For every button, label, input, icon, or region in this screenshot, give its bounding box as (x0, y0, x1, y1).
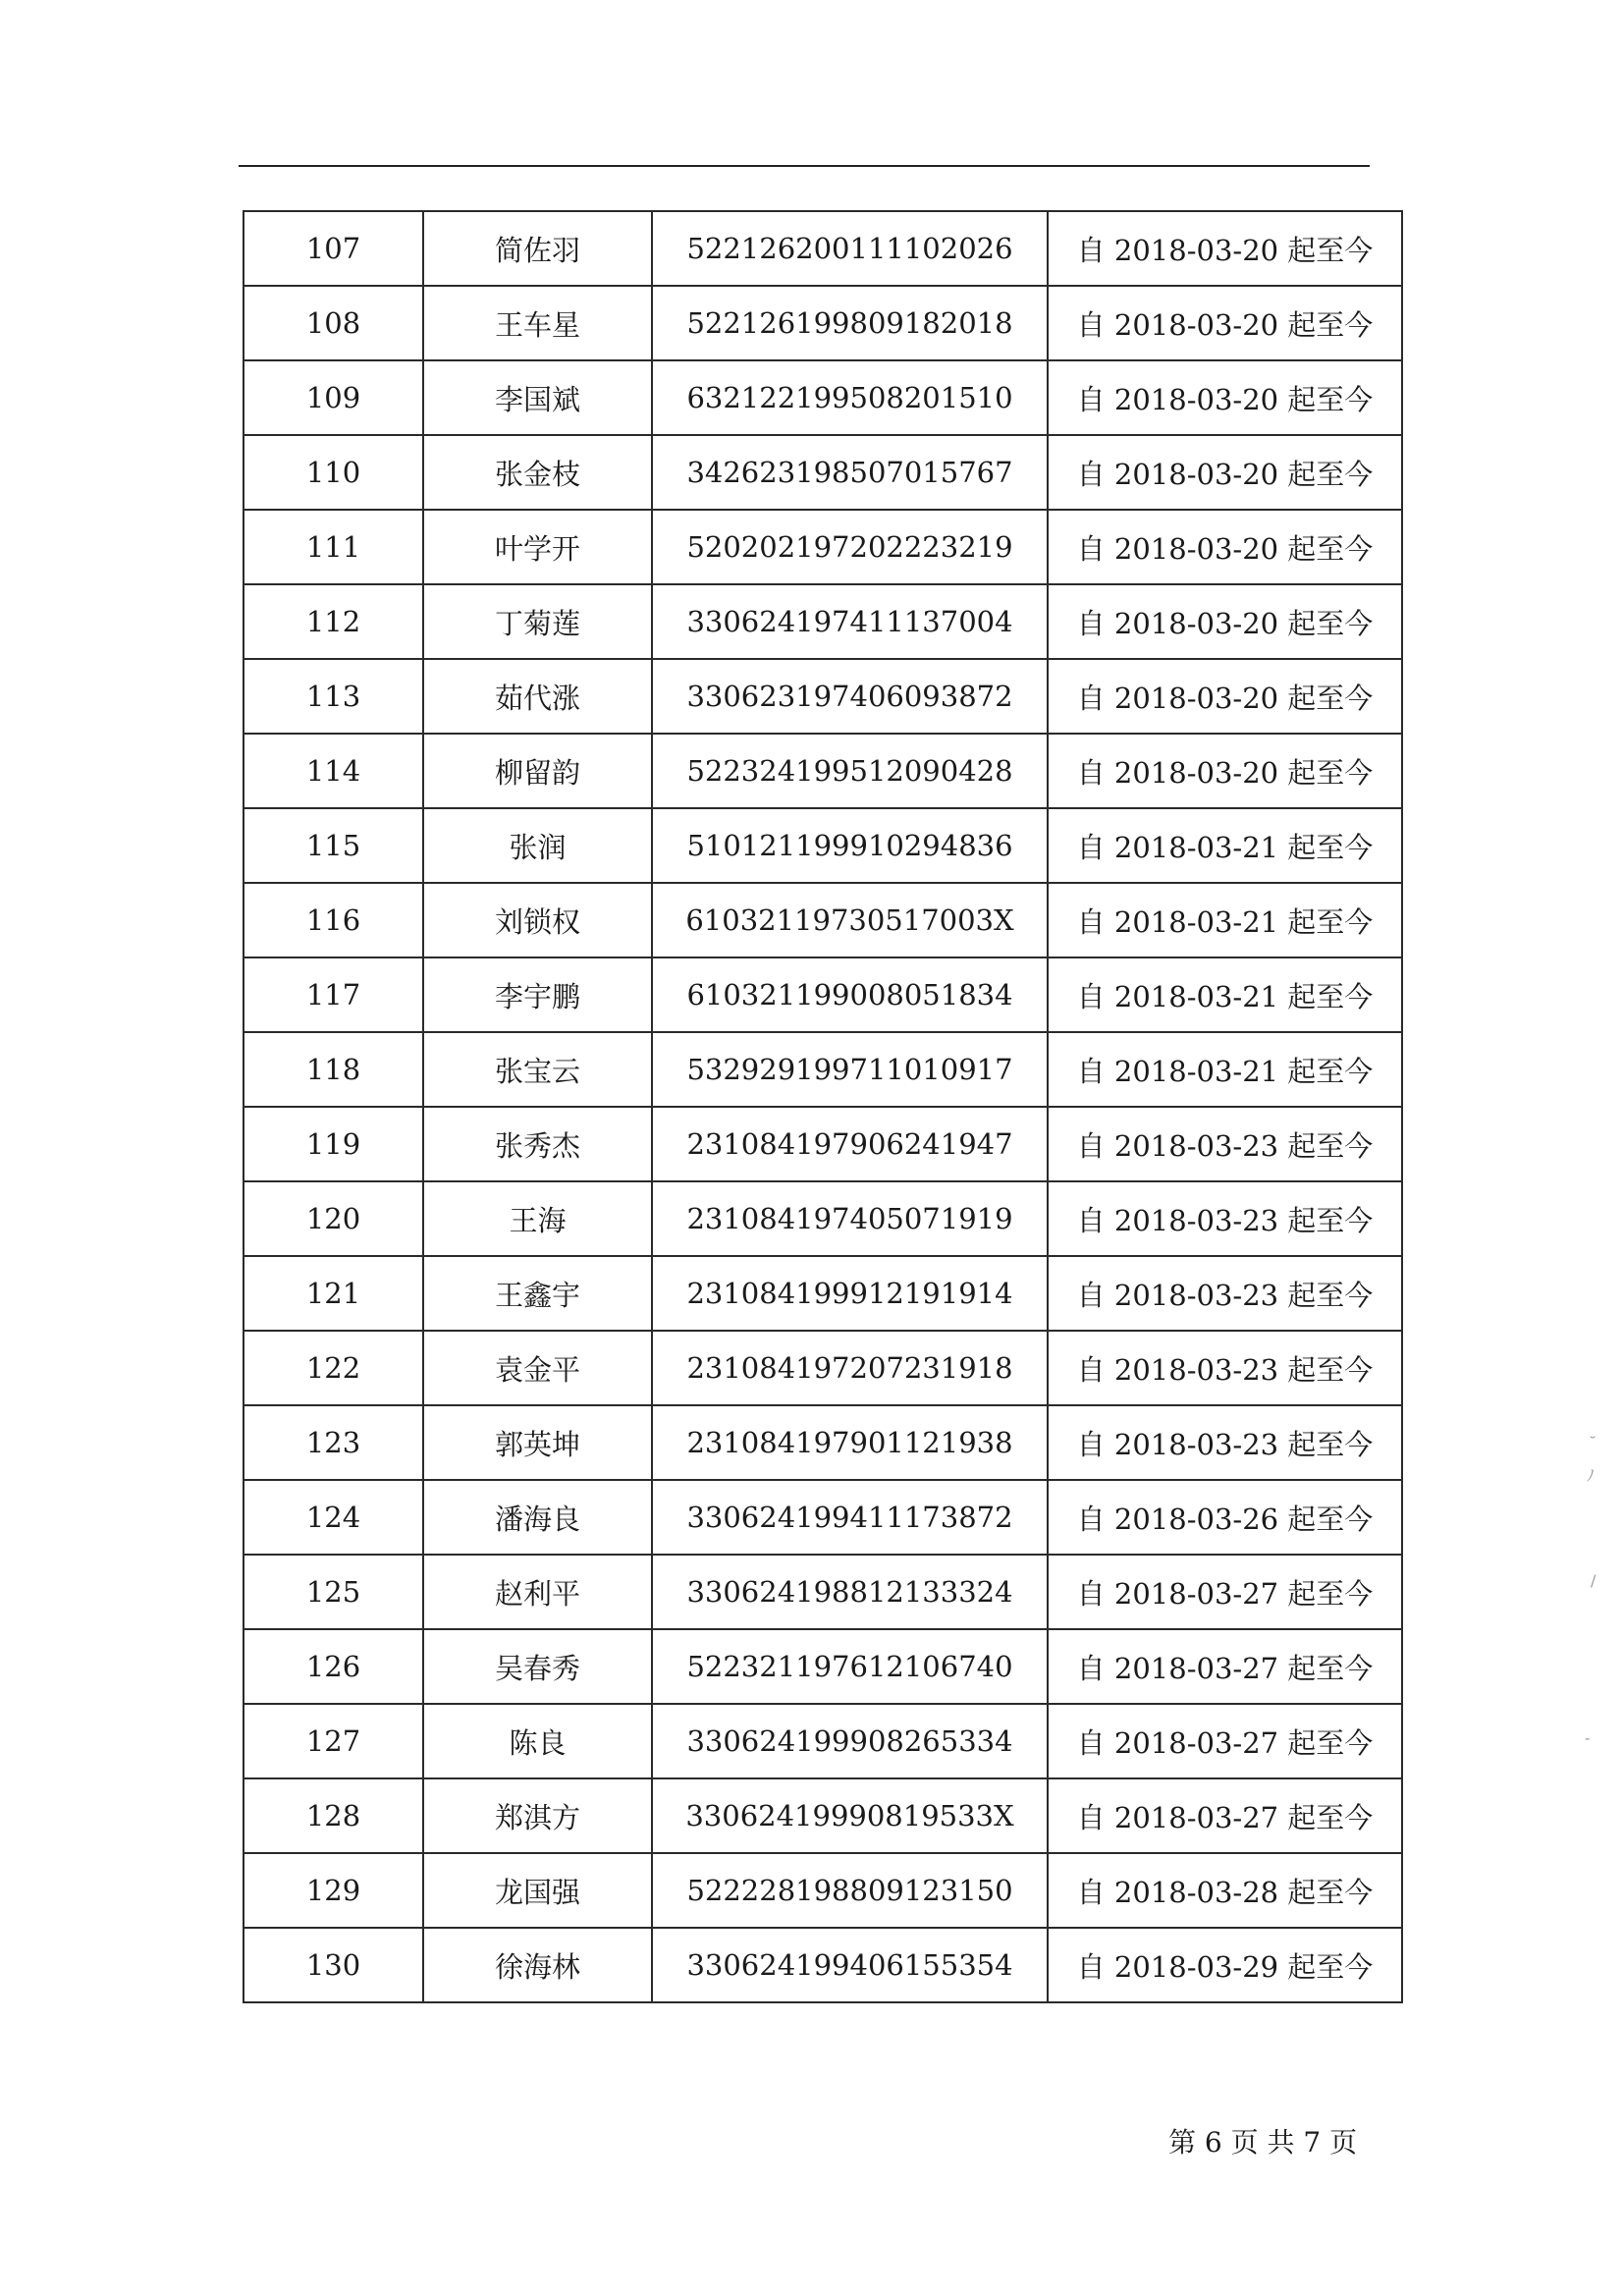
cell-period: 自 2018-03-27 起至今 (1048, 1778, 1402, 1853)
cell-name: 张润 (423, 808, 652, 883)
cell-name: 王鑫宇 (423, 1256, 652, 1331)
cell-period: 自 2018-03-20 起至今 (1048, 510, 1402, 584)
cell-period: 自 2018-03-20 起至今 (1048, 734, 1402, 808)
cell-no: 113 (243, 659, 423, 734)
cell-period: 自 2018-03-23 起至今 (1048, 1405, 1402, 1480)
cell-no: 129 (243, 1853, 423, 1928)
cell-name: 袁金平 (423, 1331, 652, 1405)
cell-period: 自 2018-03-20 起至今 (1048, 659, 1402, 734)
cell-id-number: 522324199512090428 (652, 734, 1048, 808)
cell-period: 自 2018-03-21 起至今 (1048, 808, 1402, 883)
cell-id-number: 510121199910294836 (652, 808, 1048, 883)
table-row (243, 957, 1402, 1032)
cell-name: 简佐羽 (423, 211, 652, 286)
cell-period: 自 2018-03-26 起至今 (1048, 1480, 1402, 1555)
cell-no: 112 (243, 584, 423, 659)
cell-period: 自 2018-03-27 起至今 (1048, 1704, 1402, 1778)
table-row (243, 510, 1402, 584)
table-row (243, 1704, 1402, 1778)
cell-name: 李宇鹏 (423, 957, 652, 1032)
header-rule (239, 165, 1370, 167)
cell-no: 124 (243, 1480, 423, 1555)
cell-period: 自 2018-03-20 起至今 (1048, 435, 1402, 510)
table-row (243, 1331, 1402, 1405)
cell-id-number: 532929199711010917 (652, 1032, 1048, 1107)
cell-no: 116 (243, 883, 423, 957)
cell-period: 自 2018-03-27 起至今 (1048, 1629, 1402, 1704)
table-row (243, 1032, 1402, 1107)
cell-period: 自 2018-03-20 起至今 (1048, 360, 1402, 435)
cell-id-number: 330624199411173872 (652, 1480, 1048, 1555)
cell-no: 126 (243, 1629, 423, 1704)
table-row (243, 734, 1402, 808)
cell-name: 刘锁权 (423, 883, 652, 957)
cell-id-number: 231084199912191914 (652, 1256, 1048, 1331)
cell-period: 自 2018-03-27 起至今 (1048, 1555, 1402, 1629)
cell-name: 王车星 (423, 286, 652, 360)
cell-period: 自 2018-03-20 起至今 (1048, 211, 1402, 286)
cell-no: 115 (243, 808, 423, 883)
cell-id-number: 231084197906241947 (652, 1107, 1048, 1181)
cell-no: 122 (243, 1331, 423, 1405)
cell-id-number: 330624197411137004 (652, 584, 1048, 659)
cell-period: 自 2018-03-29 起至今 (1048, 1928, 1402, 2002)
cell-name: 陈良 (423, 1704, 652, 1778)
cell-id-number: 632122199508201510 (652, 360, 1048, 435)
cell-id-number: 330623197406093872 (652, 659, 1048, 734)
cell-name: 龙国强 (423, 1853, 652, 1928)
table-row (243, 1629, 1402, 1704)
table-row (243, 1480, 1402, 1555)
cell-period: 自 2018-03-21 起至今 (1048, 1032, 1402, 1107)
cell-period: 自 2018-03-23 起至今 (1048, 1181, 1402, 1256)
table-row (243, 1256, 1402, 1331)
cell-no: 111 (243, 510, 423, 584)
cell-no: 127 (243, 1704, 423, 1778)
cell-no: 109 (243, 360, 423, 435)
cell-name: 茹代涨 (423, 659, 652, 734)
roster-table (243, 210, 1403, 2003)
cell-name: 丁菊莲 (423, 584, 652, 659)
cell-name: 李国斌 (423, 360, 652, 435)
roster-table-body (243, 211, 1402, 2002)
table-row (243, 1107, 1402, 1181)
cell-no: 123 (243, 1405, 423, 1480)
cell-id-number: 330624198812133324 (652, 1555, 1048, 1629)
cell-no: 119 (243, 1107, 423, 1181)
cell-id-number: 522228198809123150 (652, 1853, 1048, 1928)
cell-no: 120 (243, 1181, 423, 1256)
cell-no: 108 (243, 286, 423, 360)
cell-period: 自 2018-03-21 起至今 (1048, 883, 1402, 957)
cell-name: 柳留韵 (423, 734, 652, 808)
cell-name: 王海 (423, 1181, 652, 1256)
cell-no: 107 (243, 211, 423, 286)
cell-id-number: 33062419990819533X (652, 1778, 1048, 1853)
cell-name: 潘海良 (423, 1480, 652, 1555)
cell-no: 118 (243, 1032, 423, 1107)
cell-name: 张秀杰 (423, 1107, 652, 1181)
table-row (243, 360, 1402, 435)
table-row (243, 211, 1402, 286)
cell-name: 叶学开 (423, 510, 652, 584)
cell-id-number: 231084197901121938 (652, 1405, 1048, 1480)
cell-id-number: 342623198507015767 (652, 435, 1048, 510)
cell-id-number: 522126199809182018 (652, 286, 1048, 360)
cell-id-number: 231084197405071919 (652, 1181, 1048, 1256)
table-row (243, 808, 1402, 883)
cell-id-number: 330624199406155354 (652, 1928, 1048, 2002)
cell-no: 130 (243, 1928, 423, 2002)
cell-period: 自 2018-03-23 起至今 (1048, 1256, 1402, 1331)
cell-id-number: 610321199008051834 (652, 957, 1048, 1032)
cell-name: 张宝云 (423, 1032, 652, 1107)
table-row (243, 659, 1402, 734)
cell-name: 赵利平 (423, 1555, 652, 1629)
cell-name: 郭英坤 (423, 1405, 652, 1480)
table-row (243, 584, 1402, 659)
cell-no: 125 (243, 1555, 423, 1629)
cell-id-number: 330624199908265334 (652, 1704, 1048, 1778)
cell-period: 自 2018-03-23 起至今 (1048, 1107, 1402, 1181)
cell-no: 114 (243, 734, 423, 808)
cell-period: 自 2018-03-23 起至今 (1048, 1331, 1402, 1405)
table-row (243, 883, 1402, 957)
cell-period: 自 2018-03-20 起至今 (1048, 286, 1402, 360)
cell-id-number: 231084197207231918 (652, 1331, 1048, 1405)
cell-name: 徐海林 (423, 1928, 652, 2002)
table-row (243, 1181, 1402, 1256)
cell-period: 自 2018-03-28 起至今 (1048, 1853, 1402, 1928)
cell-period: 自 2018-03-21 起至今 (1048, 957, 1402, 1032)
cell-name: 郑淇方 (423, 1778, 652, 1853)
cell-no: 128 (243, 1778, 423, 1853)
table-row (243, 286, 1402, 360)
cell-id-number: 61032119730517003X (652, 883, 1048, 957)
table-row (243, 1928, 1402, 2002)
cell-name: 张金枝 (423, 435, 652, 510)
cell-no: 121 (243, 1256, 423, 1331)
cell-no: 117 (243, 957, 423, 1032)
scan-margin-marks: ˘ ﾉ / - (1585, 1434, 1596, 1747)
cell-id-number: 522126200111102026 (652, 211, 1048, 286)
cell-id-number: 522321197612106740 (652, 1629, 1048, 1704)
table-row (243, 1555, 1402, 1629)
cell-no: 110 (243, 435, 423, 510)
table-row (243, 1853, 1402, 1928)
cell-period: 自 2018-03-20 起至今 (1048, 584, 1402, 659)
table-row (243, 435, 1402, 510)
table-row (243, 1405, 1402, 1480)
cell-id-number: 520202197202223219 (652, 510, 1048, 584)
page-number: 第 6 页 共 7 页 (1168, 2126, 1358, 2159)
cell-name: 吴春秀 (423, 1629, 652, 1704)
table-row (243, 1778, 1402, 1853)
